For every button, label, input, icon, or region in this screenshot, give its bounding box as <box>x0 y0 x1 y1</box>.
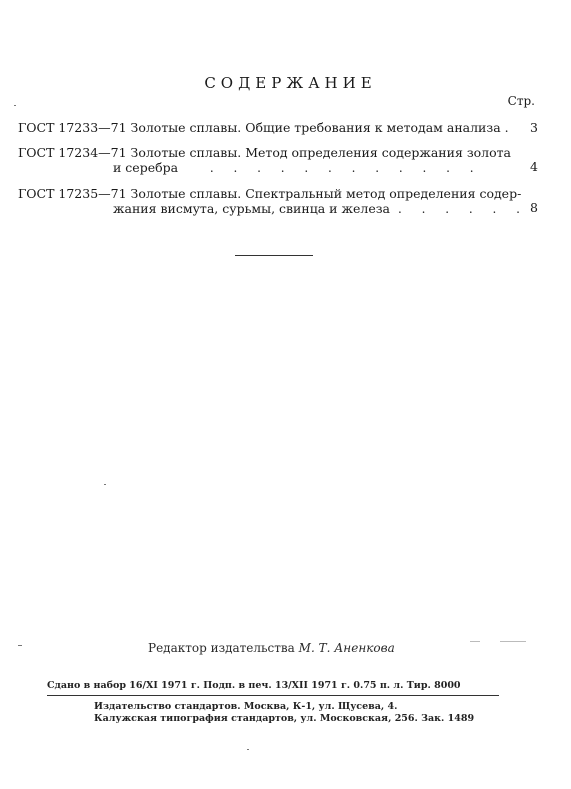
toc-entry[interactable] <box>18 120 538 135</box>
leader-dots: . . . . . . . . . . . . <box>209 161 482 175</box>
print-speck <box>470 641 480 642</box>
imprint-line: Сдано в набор 16/XI 1971 г. Подп. в печ. 13/XII 1971 г. 0.75 п. л. Тир. 8000 <box>47 680 461 691</box>
toc-entry[interactable] <box>18 145 538 176</box>
imprint-rule <box>47 695 499 696</box>
editor-label: Редактор издательства <box>148 641 295 655</box>
toc-entry-text: ГОСТ 17235—71 Золотые сплавы. Спектральный метод определения содер- <box>18 186 522 201</box>
section-separator <box>235 255 313 256</box>
toc-entry[interactable] <box>18 186 538 217</box>
print-speck <box>104 484 106 485</box>
publisher-line: Издательство стандартов. Москва, К-1, ул. Щусева, 4. <box>94 701 398 712</box>
toc-entry-page: 3 <box>530 120 538 135</box>
print-speck <box>14 105 16 106</box>
document-title: СОДЕРЖАНИЕ <box>204 74 377 92</box>
table-of-contents <box>18 120 538 227</box>
toc-entry-text: ГОСТ 17233—71 Золотые сплавы. Общие требования к методам анализа . <box>18 120 509 135</box>
printer-line: Калужская типография стандартов, ул. Московская, 256. Зак. 1489 <box>94 713 475 724</box>
toc-entry-text: ГОСТ 17234—71 Золотые сплавы. Метод определения содержания золота <box>18 145 512 160</box>
print-speck <box>247 749 249 750</box>
toc-entry-page: 4 <box>530 159 538 174</box>
editor-credit <box>148 641 395 655</box>
editor-name: М. Т. Аненкова <box>298 641 395 655</box>
print-speck <box>500 641 526 642</box>
leader-dots: . . . . . . <box>397 202 528 216</box>
toc-entry-page: 8 <box>530 200 538 215</box>
toc-entry-text-continued: и серебра . . . . . . . . . . . . <box>113 160 482 175</box>
toc-entry-text-continued: жания висмута, сурьмы, свинца и железа . . . . . . <box>113 201 528 216</box>
page-column-header: Стр. <box>507 94 535 108</box>
print-speck <box>18 645 22 646</box>
